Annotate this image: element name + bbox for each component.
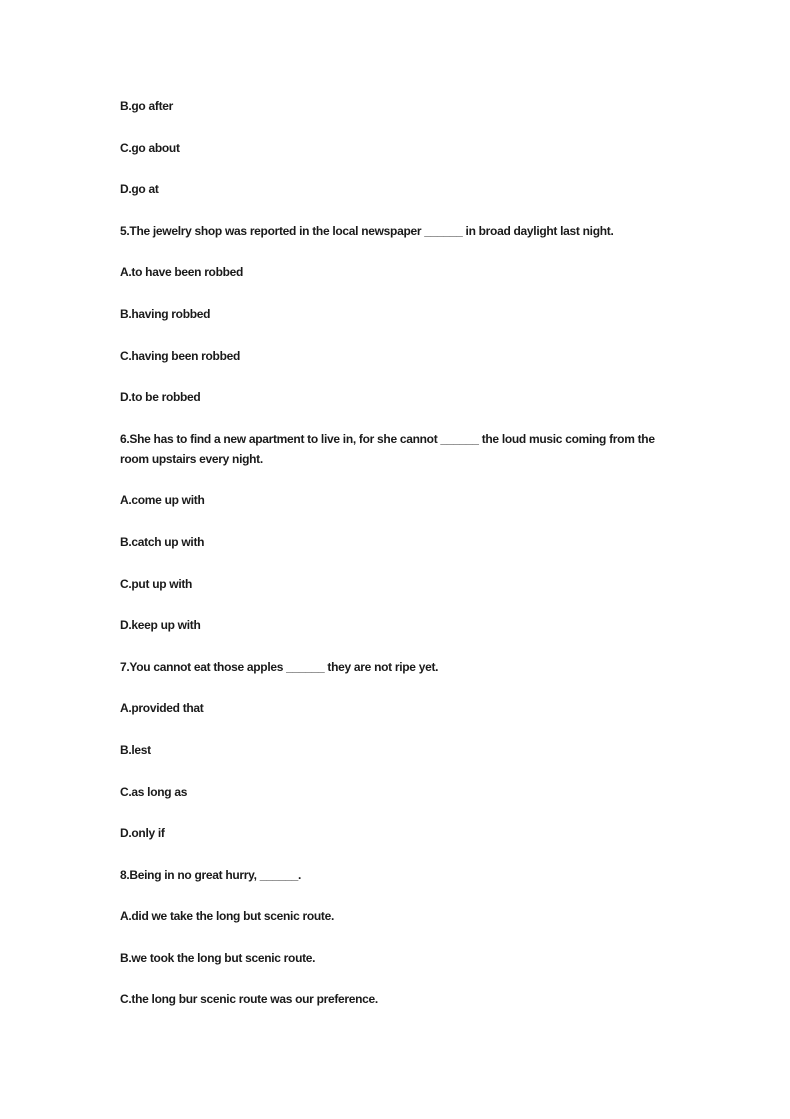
- option-c-q4: C.go about: [120, 140, 180, 155]
- option-b-q8: B.we took the long but scenic route.: [120, 950, 316, 965]
- option-b-q7: B.lest: [120, 742, 151, 757]
- option-a-q7: A.provided that: [120, 701, 204, 716]
- question-5: 5.The jewelry shop was reported in the local newspaper ______ in broad daylight last night.: [120, 223, 614, 238]
- option-a-q8: A.did we take the long but scenic route.: [120, 909, 335, 924]
- option-d-q5: D.to be robbed: [120, 390, 201, 405]
- option-a-q6: A.come up with: [120, 493, 205, 508]
- option-d-q7: D.only if: [120, 826, 165, 841]
- option-d-q4: D.go at: [120, 182, 159, 197]
- option-d-q6: D.keep up with: [120, 618, 201, 633]
- option-c-q5: C.having been robbed: [120, 348, 241, 363]
- option-b-q6: B.catch up with: [120, 534, 205, 549]
- option-b-q5: B.having robbed: [120, 306, 211, 321]
- option-c-q8: C.the long bur scenic route was our preference.: [120, 992, 378, 1007]
- option-a-q5: A.to have been robbed: [120, 265, 244, 280]
- option-c-q6: C.put up with: [120, 576, 193, 591]
- question-6: 6.She has to find a new apartment to live in, for she cannot ______ the loud music coming from the room upstairs every night.: [120, 431, 655, 466]
- question-7: 7.You cannot eat those apples ______ they are not ripe yet.: [120, 659, 439, 674]
- document-page: [120, 96, 680, 1031]
- question-8: 8.Being in no great hurry, ______.: [120, 867, 301, 882]
- option-c-q7: C.as long as: [120, 784, 188, 799]
- option-b-q4: B.go after: [120, 99, 174, 113]
